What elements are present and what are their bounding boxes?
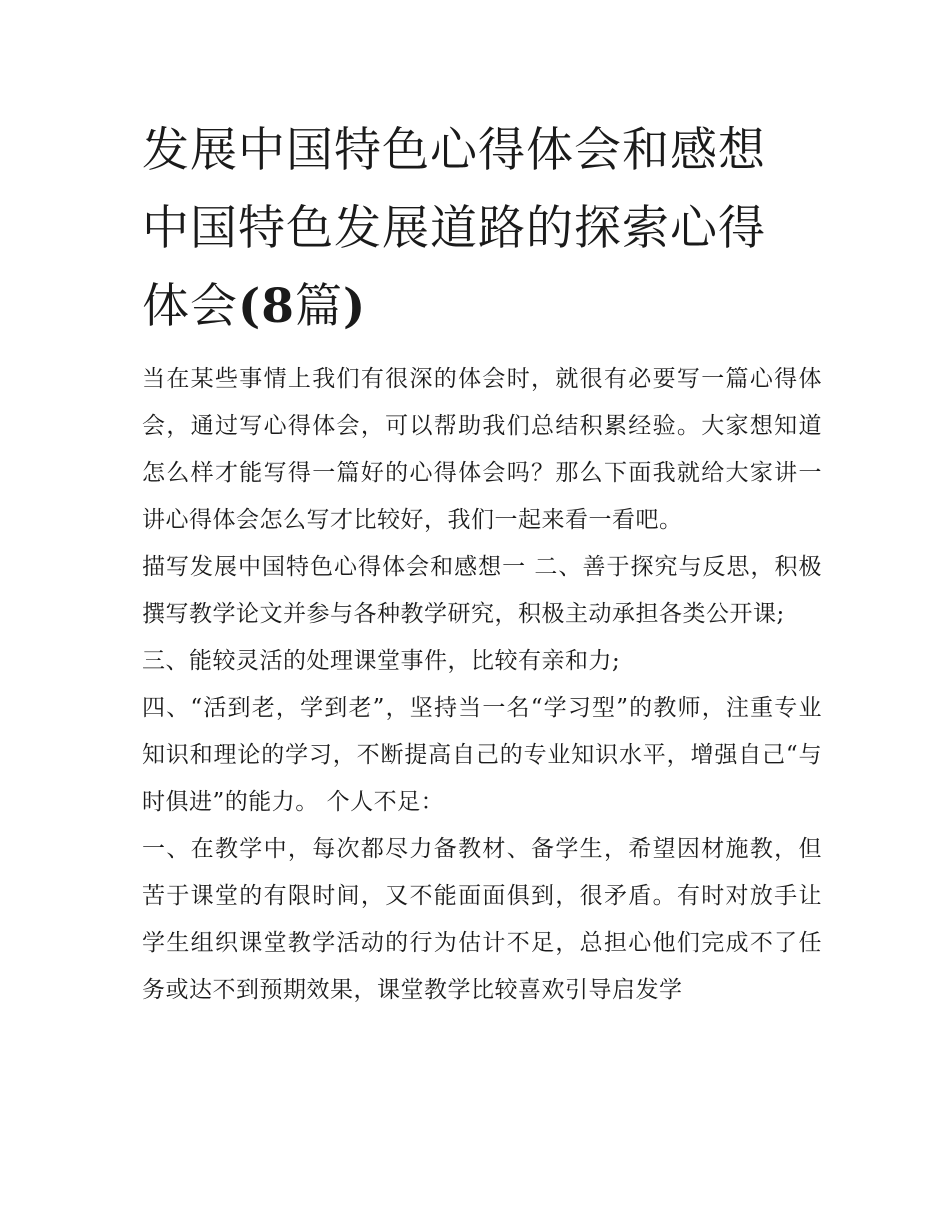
- paragraph-shortcoming-1: 一、在教学中，每次都尽力备教材、备学生，希望因材施教，但苦于课堂的有限时间，又不能面面俱到，很矛盾。有时对放手让学生组织课堂教学活动的行为估计不足，总担心他们完成不了任务或达不到预期效果，课堂教学比较喜欢引导启发学: [142, 836, 822, 1003]
- title-line-3-text: 体会: [142, 279, 238, 334]
- title-line-3-count: (8: [238, 279, 295, 334]
- paragraph-point-3: 三、能较灵活的处理课堂事件，比较有亲和力;: [142, 648, 621, 674]
- title-line-3-unit: 篇: [294, 279, 343, 334]
- paragraph-intro: 当在某些事情上我们有很深的体会时，就很有必要写一篇心得体会，通过写心得体会，可以帮助我们总结积累经验。大家想知道怎么样才能写得一篇好的心得体会吗？那么下面我就给大家讲一讲心得体会怎么写才比较好，我们一起来看一看吧。: [142, 366, 822, 533]
- paragraph-point-2: 描写发展中国特色心得体会和感想一 二、善于探究与反思，积极撰写教学论文并参与各种教学研究，积极主动承担各类公开课;: [142, 554, 822, 627]
- document-title: [142, 112, 822, 346]
- title-line-1: 发展中国特色心得体会和感想: [142, 123, 766, 178]
- title-line-2: 中国特色发展道路的探索心得: [142, 201, 766, 256]
- title-line-3-close: ): [342, 279, 367, 334]
- document-page: [142, 112, 822, 1014]
- paragraph-point-4: 四、“活到老，学到老”，坚持当一名“学习型”的教师，注重专业知识和理论的学习，不断提高自己的专业知识水平，增强自己“与时俱进”的能力。 个人不足：: [142, 695, 822, 815]
- document-body: [142, 356, 822, 1014]
